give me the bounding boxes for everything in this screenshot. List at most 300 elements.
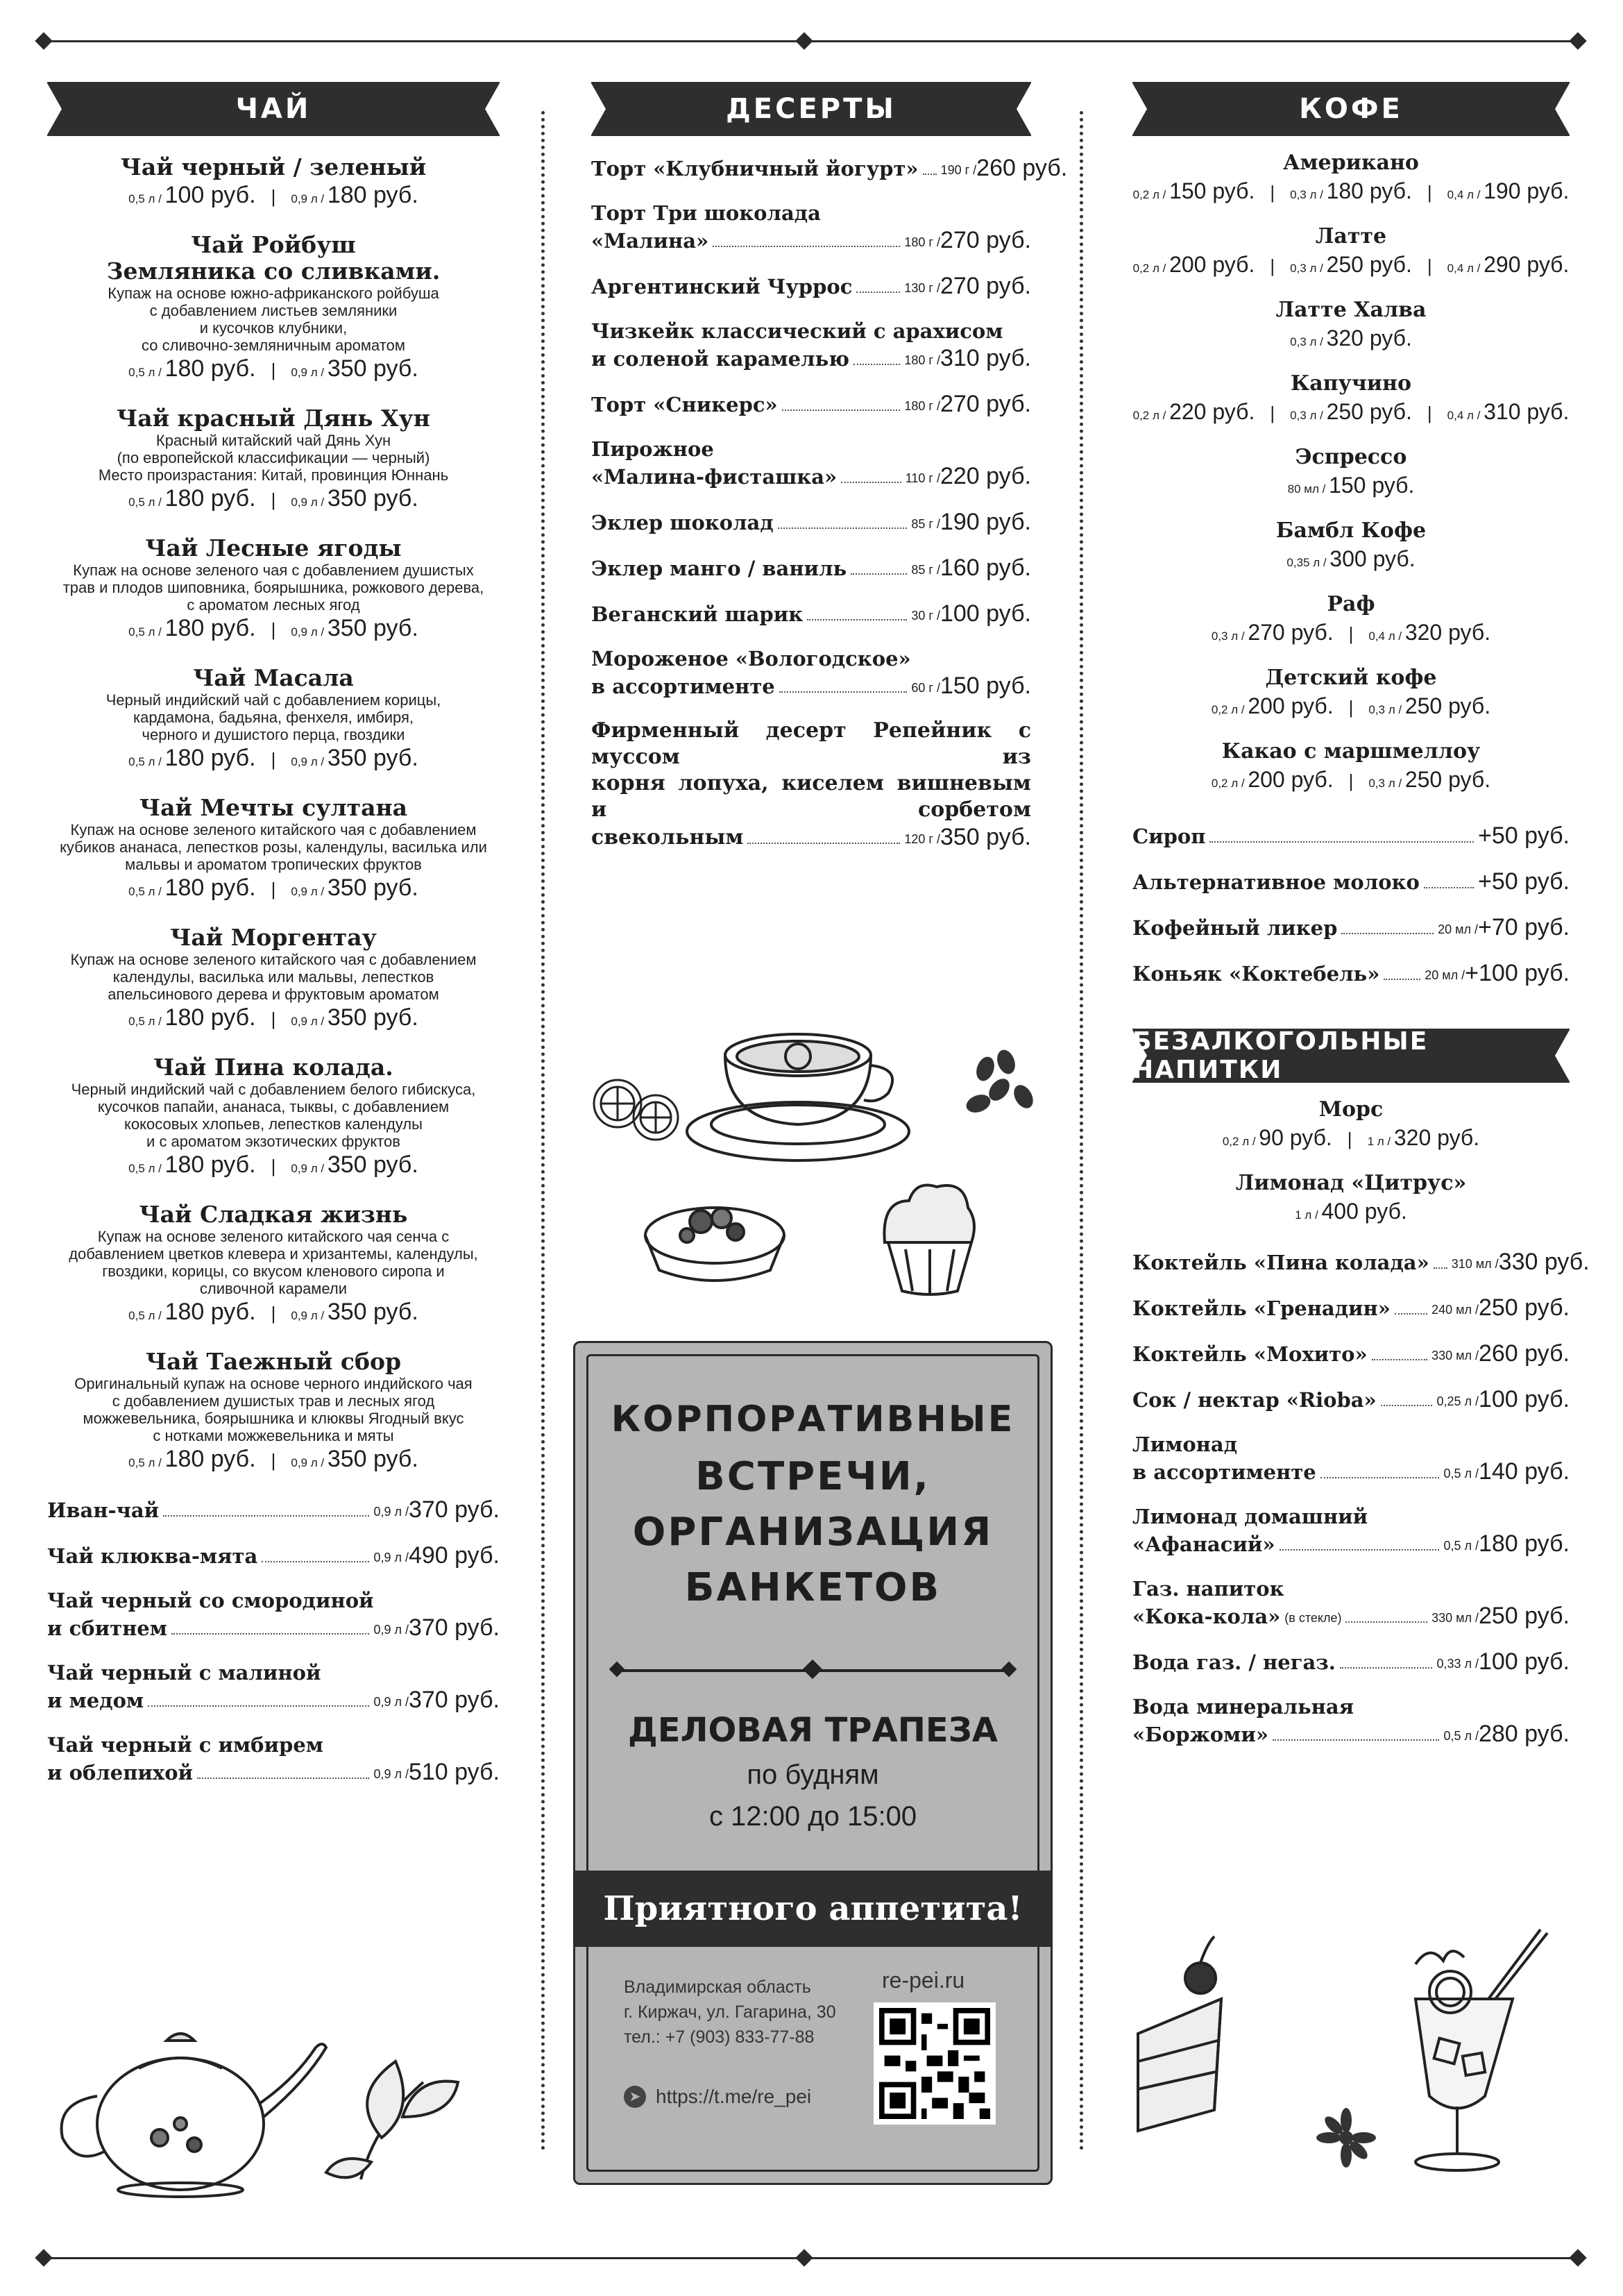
row-price: 270 руб. (940, 273, 1031, 299)
column-divider-left (541, 111, 545, 2152)
teapot-icon (62, 2034, 326, 2197)
row-name-line1: Лимонад домашний (1132, 1505, 1368, 1528)
row-price: 250 руб. (1478, 1603, 1570, 1629)
item-description: Оригинальный купаж на основе черного индийского чая с добавлением душистых трав и лесных ягод можжевельника, боярышника и клюквы Ягодный вкус с нотками можжевельника и мяты (74, 1375, 473, 1444)
leader-dots (713, 246, 900, 247)
item-price: 150 руб. (1169, 178, 1255, 203)
item-prices (1132, 1197, 1570, 1230)
row-volume: 310 мл / (1451, 1257, 1499, 1271)
item-price: 180 руб. (164, 1446, 256, 1472)
item-name: Чай Сладкая жизнь (139, 1201, 408, 1228)
row-volume: 0,5 л / (1443, 1729, 1479, 1743)
tart-icon (645, 1208, 784, 1281)
item-price: 180 руб. (164, 1004, 256, 1031)
price-separator: | (1270, 255, 1275, 276)
item-prices (47, 1150, 500, 1183)
leader-dots (853, 364, 900, 365)
row-line (1132, 822, 1570, 850)
row-name: и медом (47, 1689, 144, 1712)
menu-row (47, 1496, 500, 1523)
item-volume: 0,3 л / (1290, 335, 1327, 348)
promo-headline-1: КОРПОРАТИВНЫЕ (611, 1399, 1015, 1440)
menu-row (591, 600, 1031, 627)
coffee-banner (1132, 82, 1570, 136)
row-volume: 330 мл / (1431, 1611, 1479, 1625)
row-volume: 0,9 л / (373, 1767, 409, 1781)
item-price: 180 руб. (164, 615, 256, 641)
row-line (591, 672, 1031, 700)
item-volume: 80 мл / (1287, 482, 1329, 496)
leader-dots (1372, 1359, 1427, 1360)
promo-ornament (617, 1669, 1009, 1672)
row-price: 220 руб. (940, 463, 1031, 489)
row-line (1132, 1602, 1570, 1630)
row-price: 330 руб. (1498, 1249, 1590, 1275)
row-name: Альтернативное молоко (1132, 870, 1420, 894)
leader-dots (1424, 887, 1474, 888)
promo-bar-text: Приятного аппетита! (603, 1889, 1023, 1928)
item-description: Черный индийский чай с добавлением белого гибискуса, кусочков папайи, ананаса, тыквы, с добавлением кокосовых хлопьев, лепестков календулы и с ароматом экзотических фруктов (71, 1081, 476, 1150)
menu-row (591, 554, 1031, 582)
row-price: +70 руб. (1478, 914, 1570, 940)
item-volume: 0,3 л / (1368, 703, 1405, 716)
item-volume: 0,9 л / (291, 1162, 328, 1175)
row-volume: 0,33 л / (1436, 1657, 1479, 1671)
row-name-line1: Торт Три шоколада (591, 201, 821, 225)
item-name: Лимонад «Цитрус» (1235, 1171, 1467, 1195)
leader-dots (1384, 979, 1420, 980)
drink-item (1132, 738, 1570, 798)
row-name: Аргентинский Чуррос (591, 275, 853, 298)
soft-drinks-banner (1132, 1029, 1570, 1083)
item-price: 180 руб. (164, 355, 256, 382)
signature-dessert: Фирменный десерт Репейник с муссом из корня лопуха, киселем вишневым и сорбетом свекольным 120 г / 350 руб. (591, 718, 1031, 850)
row-name: Сок / нектар «Rioba» (1132, 1388, 1377, 1412)
promo-headline-2: ВСТРЕЧИ, (695, 1454, 931, 1499)
item-price: 180 руб. (1326, 178, 1412, 203)
row-volume: 20 мл / (1438, 922, 1479, 936)
item-volume: 0,5 л / (128, 1309, 165, 1322)
item-price: 320 руб. (1326, 326, 1412, 351)
price-separator: | (1427, 182, 1432, 203)
row-name: Вода газ. / негаз. (1132, 1651, 1336, 1674)
item-price: 100 руб. (164, 182, 256, 208)
item-name: Чай Моргентау (170, 924, 377, 951)
item-volume: 0,3 л / (1211, 630, 1248, 643)
item-name: Детский кофе (1265, 666, 1437, 690)
tea-title: ЧАЙ (235, 93, 312, 125)
item-description: Купаж на основе зеленого китайского чая с добавлением календулы, василька или мальвы, лепестков апельсинового дерева и фруктовым ароматом (70, 951, 477, 1003)
item-price: 350 руб. (327, 1004, 418, 1031)
row-price: 100 руб. (940, 600, 1031, 627)
menu-row (1132, 1340, 1570, 1367)
address-block: Владимирская область г. Киржач, ул. Гагарина, 30 тел.: +7 (903) 833-77-88 (624, 1977, 836, 2047)
row-line (591, 554, 1031, 582)
menu-row (1132, 1248, 1590, 1276)
menu-row (591, 390, 1031, 418)
price-separator: | (271, 1008, 276, 1029)
price-separator: | (271, 1303, 276, 1324)
price-separator: | (1270, 403, 1275, 423)
star-anise-icon (1316, 2108, 1376, 2168)
tea-item (47, 795, 500, 906)
row-price: 310 руб. (940, 345, 1031, 371)
row-line (1132, 913, 1570, 941)
leader-dots (779, 691, 908, 693)
item-price: 150 руб. (1329, 473, 1415, 498)
row-line (591, 226, 1031, 254)
item-volume: 0,4 л / (1447, 188, 1484, 201)
row-line (591, 462, 1031, 490)
promo-days: по будням (747, 1759, 879, 1790)
item-price: 270 руб. (1248, 620, 1334, 645)
tea-item (47, 535, 500, 647)
item-volume: 0,5 л / (128, 192, 165, 205)
row-name: Кофейный ликер (1132, 916, 1338, 940)
row-volume: 0,25 л / (1436, 1394, 1479, 1408)
item-description: Купаж на основе зеленого китайского чая сенча с добавлением цветков клевера и хризантемы, календулы, гвоздики, корицы, со вкусом кленового сиропа и сливочной карамели (69, 1228, 478, 1297)
menu-row (1132, 913, 1570, 941)
menu-row (591, 200, 1031, 254)
item-volume: 0,4 л / (1368, 630, 1405, 643)
item-price: 400 руб. (1321, 1199, 1407, 1224)
row-name: Эклер манго / ваниль (591, 557, 847, 580)
row-price: 150 руб. (940, 673, 1031, 699)
leader-dots (1395, 1313, 1427, 1315)
item-volume: 0,3 л / (1290, 409, 1327, 422)
row-line (47, 1758, 500, 1786)
row-name: и облепихой (47, 1761, 194, 1784)
soft-drinks-title: БЕЗАЛКОГОЛЬНЫЕ НАПИТКИ (1132, 1027, 1429, 1084)
leader-dots (1273, 1739, 1439, 1741)
row-price: 100 руб. (1478, 1648, 1570, 1675)
item-price: 200 руб. (1248, 693, 1334, 718)
row-price: 100 руб. (1478, 1386, 1570, 1412)
row-name: «Малина» (591, 229, 709, 253)
row-price: 260 руб. (976, 155, 1068, 181)
tea-item (47, 925, 500, 1036)
row-volume: 0,5 л / (1443, 1539, 1479, 1553)
item-name: Чай Пина колада. (153, 1054, 393, 1081)
leader-dots (856, 292, 900, 293)
item-prices (1132, 471, 1570, 504)
row-volume: 85 г / (911, 517, 940, 531)
row-name-line1: Газ. напиток (1132, 1577, 1284, 1601)
row-line (47, 1542, 500, 1569)
menu-row (1132, 822, 1570, 850)
item-price: 90 руб. (1259, 1125, 1332, 1150)
item-description: Черный индийский чай с добавлением корицы, кардамона, бадьяна, фенхеля, имбиря, черного и душистого перца, гвоздики (105, 691, 441, 743)
tea-item (47, 232, 500, 387)
row-line (591, 344, 1031, 372)
item-price: 180 руб. (164, 1151, 256, 1178)
item-volume: 0,4 л / (1447, 262, 1484, 275)
item-price: 200 руб. (1248, 767, 1334, 792)
leader-dots (1434, 1267, 1447, 1269)
leader-dots (1209, 841, 1474, 843)
item-price: 250 руб. (1404, 693, 1491, 718)
item-volume: 0,5 л / (128, 1162, 165, 1175)
item-volume: 0,5 л / (128, 1456, 165, 1469)
tea-leaf-icon (326, 2061, 458, 2179)
item-name: Латте Халва (1275, 298, 1427, 322)
item-description: Купаж на основе южно-африканского ройбуша с добавлением листьев земляники и кусочков клубники, со сливочно-земляничным ароматом (108, 285, 439, 354)
item-price: 320 руб. (1404, 620, 1491, 645)
item-volume: 0,2 л / (1222, 1135, 1259, 1148)
drink-item (1132, 518, 1570, 577)
item-name: Чай черный / зеленый (120, 153, 427, 180)
site-link[interactable]: re-pei.ru (882, 1968, 965, 1993)
item-volume: 0,9 л / (291, 1456, 328, 1469)
item-price: 350 руб. (327, 485, 418, 512)
item-prices (47, 1003, 500, 1036)
item-volume: 0,2 л / (1132, 188, 1170, 201)
tea-illustrations (49, 1999, 465, 2207)
lemon-slices-icon (594, 1080, 678, 1140)
item-volume: 0,2 л / (1211, 777, 1248, 790)
coffee-title: КОФЕ (1299, 93, 1403, 125)
row-name: Коктейль «Мохито» (1132, 1342, 1368, 1366)
top-rule (42, 40, 1581, 42)
item-price: 350 руб. (327, 1299, 418, 1325)
row-volume: 190 г / (940, 163, 977, 177)
row-price: 510 руб. (408, 1759, 500, 1785)
row-line (1132, 1294, 1570, 1322)
tea-item (47, 154, 500, 214)
row-name-line1: Мороженое «Вологодское» (591, 647, 911, 670)
leader-dots (148, 1705, 369, 1707)
item-prices (1132, 765, 1570, 798)
leader-dots (262, 1561, 369, 1562)
leader-dots (1280, 1549, 1440, 1551)
row-volume: 180 г / (904, 353, 940, 367)
row-name-line1: Лимонад (1132, 1433, 1238, 1456)
item-volume: 0,35 л / (1286, 556, 1330, 569)
row-line (1132, 868, 1570, 895)
item-volume: 0,3 л / (1368, 777, 1405, 790)
item-price: 180 руб. (164, 745, 256, 771)
leader-dots (778, 527, 908, 529)
leader-dots (1341, 933, 1434, 934)
item-price: 350 руб. (327, 615, 418, 641)
item-prices (1132, 618, 1570, 651)
drink-item (1132, 371, 1570, 430)
row-name: Сироп (1132, 825, 1206, 848)
row-line (1132, 1530, 1570, 1558)
teacup-icon (687, 1034, 909, 1160)
item-price: 250 руб. (1326, 399, 1412, 424)
row-volume: 20 мл / (1425, 968, 1465, 982)
row-name: в ассортименте (1132, 1460, 1316, 1484)
item-price: 250 руб. (1404, 767, 1491, 792)
row-line (1132, 1248, 1590, 1276)
item-prices (1132, 176, 1570, 210)
menu-row (591, 436, 1031, 490)
telegram-link[interactable]: ➤ https://t.me/re_pei (624, 2086, 811, 2108)
row-name: Иван-чай (47, 1499, 160, 1522)
leader-dots (807, 619, 907, 621)
menu-row (47, 1542, 500, 1569)
item-volume: 0,9 л / (291, 366, 328, 379)
menu-row (591, 154, 1068, 182)
cocktail-glass-icon (1416, 1930, 1547, 2170)
item-volume: 0,4 л / (1447, 409, 1484, 422)
tea-item (47, 1201, 500, 1331)
item-volume: 0,9 л / (291, 1015, 328, 1028)
row-name: Чай клюква-мята (47, 1544, 258, 1568)
row-price: +100 руб. (1465, 960, 1570, 986)
price-separator: | (1427, 255, 1432, 276)
price-separator: | (1348, 623, 1354, 644)
item-price: 320 руб. (1393, 1125, 1480, 1150)
leader-dots (851, 573, 907, 575)
row-name: Коньяк «Коктебель» (1132, 962, 1380, 986)
item-name: Чай Мечты султана (139, 794, 408, 821)
drink-item (1132, 1097, 1570, 1156)
row-price: 160 руб. (940, 555, 1031, 581)
item-volume: 0,9 л / (291, 1309, 328, 1322)
tea-column (47, 69, 500, 1786)
row-line (1132, 1385, 1570, 1413)
row-line (591, 600, 1031, 627)
row-price: 370 руб. (408, 1496, 500, 1523)
price-separator: | (1427, 403, 1432, 423)
coffee-column (1132, 69, 1590, 1748)
leader-dots (1381, 1405, 1433, 1406)
row-volume: 0,9 л / (373, 1623, 409, 1637)
leader-dots (171, 1633, 370, 1635)
bottom-rule (42, 2257, 1581, 2259)
row-line (47, 1496, 500, 1523)
row-note: (в стекле) (1284, 1611, 1342, 1625)
promo-card (573, 1341, 1053, 2185)
row-price: 190 руб. (940, 509, 1031, 535)
item-name: Морс (1318, 1097, 1384, 1122)
item-price: 300 руб. (1329, 546, 1416, 571)
menu-row (591, 645, 1031, 700)
row-volume: 30 г / (911, 609, 940, 623)
row-volume: 0,5 л / (1443, 1467, 1479, 1480)
row-name: и соленой карамелью (591, 347, 849, 371)
item-price: 310 руб. (1484, 399, 1570, 424)
menu-row (1132, 1385, 1570, 1413)
row-line (1132, 1340, 1570, 1367)
row-price: 270 руб. (940, 391, 1031, 417)
row-line (591, 390, 1031, 418)
leader-dots (1340, 1667, 1433, 1669)
tea-item (47, 1349, 500, 1478)
tea-item (47, 665, 500, 777)
menu-row (591, 508, 1031, 536)
item-volume: 0,5 л / (128, 885, 165, 898)
leader-dots (1345, 1621, 1427, 1623)
item-prices (1132, 691, 1570, 725)
item-volume: 1 л / (1295, 1208, 1322, 1222)
row-volume: 240 мл / (1431, 1303, 1479, 1317)
desserts-title: ДЕСЕРТЫ (726, 93, 897, 125)
item-price: 350 руб. (327, 745, 418, 771)
item-prices (1132, 1123, 1570, 1156)
item-volume: 0,5 л / (128, 1015, 165, 1028)
item-name-line2: Земляника со сливками. (106, 258, 441, 285)
item-name: Чай Лесные ягоды (145, 534, 402, 562)
item-prices (1132, 250, 1570, 283)
row-name: «Кока-кола» (1132, 1605, 1281, 1628)
row-name: «Боржоми» (1132, 1723, 1268, 1746)
price-separator: | (1348, 770, 1354, 791)
row-price: 250 руб. (1478, 1294, 1570, 1321)
price-separator: | (271, 879, 276, 900)
menu-row (47, 1732, 500, 1786)
price-separator: | (271, 186, 276, 207)
item-name: Латте (1315, 224, 1387, 248)
row-name: «Малина-фисташка» (591, 465, 838, 489)
row-name-line1: Чай черный с малиной (47, 1661, 321, 1685)
leader-dots (923, 174, 937, 175)
item-prices (1132, 397, 1570, 430)
drink-item (1132, 223, 1570, 283)
item-name: Эспрессо (1295, 445, 1407, 469)
item-name: Чай Ройбуш (191, 231, 356, 258)
row-volume: 60 г / (911, 681, 940, 695)
item-volume: 0,3 л / (1290, 262, 1327, 275)
item-volume: 0,9 л / (291, 625, 328, 639)
item-price: 220 руб. (1169, 399, 1255, 424)
item-volume: 0,2 л / (1132, 262, 1170, 275)
row-name: Эклер шоколад (591, 511, 774, 534)
row-name: Торт «Клубничный йогурт» (591, 157, 919, 180)
row-price: 490 руб. (408, 1542, 500, 1569)
price-separator: | (1347, 1129, 1352, 1149)
menu-row (1132, 1648, 1570, 1675)
item-name: Чай красный Дянь Хун (117, 405, 430, 432)
item-price: 180 руб. (164, 875, 256, 901)
drink-item (1132, 444, 1570, 504)
promo-subtitle: ДЕЛОВАЯ ТРАПЕЗА (628, 1711, 998, 1750)
menu-row (47, 1660, 500, 1714)
item-volume: 0,5 л / (128, 496, 165, 509)
row-name: Веганский шарик (591, 602, 804, 626)
promo-hours: с 12:00 до 15:00 (708, 1801, 917, 1832)
item-prices (47, 873, 500, 906)
leader-dots (782, 410, 901, 411)
row-line (1132, 1720, 1570, 1748)
row-line (591, 508, 1031, 536)
row-price: 370 руб. (408, 1687, 500, 1713)
menu-row (47, 1587, 500, 1641)
price-separator: | (1348, 697, 1354, 718)
row-name: «Афанасий» (1132, 1533, 1275, 1556)
row-line (591, 272, 1031, 300)
row-name: Торт «Сникерс» (591, 393, 778, 416)
item-name: Какао с маршмеллоу (1221, 739, 1481, 763)
item-name: Раф (1327, 592, 1375, 616)
row-volume: 130 г / (904, 281, 940, 295)
row-name: и сбитнем (47, 1617, 167, 1640)
cake-slice-icon (1138, 1936, 1221, 2131)
leader-dots (841, 482, 901, 483)
row-name-line1: Чай черный со смородиной (47, 1589, 374, 1612)
item-prices (47, 354, 500, 387)
row-price: 270 руб. (940, 227, 1031, 253)
item-price: 200 руб. (1169, 252, 1255, 277)
row-line (47, 1614, 500, 1641)
promo-bar (575, 1871, 1051, 1947)
item-price: 350 руб. (327, 1446, 418, 1472)
row-volume: 110 г / (905, 471, 940, 485)
item-price: 290 руб. (1484, 252, 1570, 277)
row-price: 260 руб. (1478, 1340, 1570, 1367)
